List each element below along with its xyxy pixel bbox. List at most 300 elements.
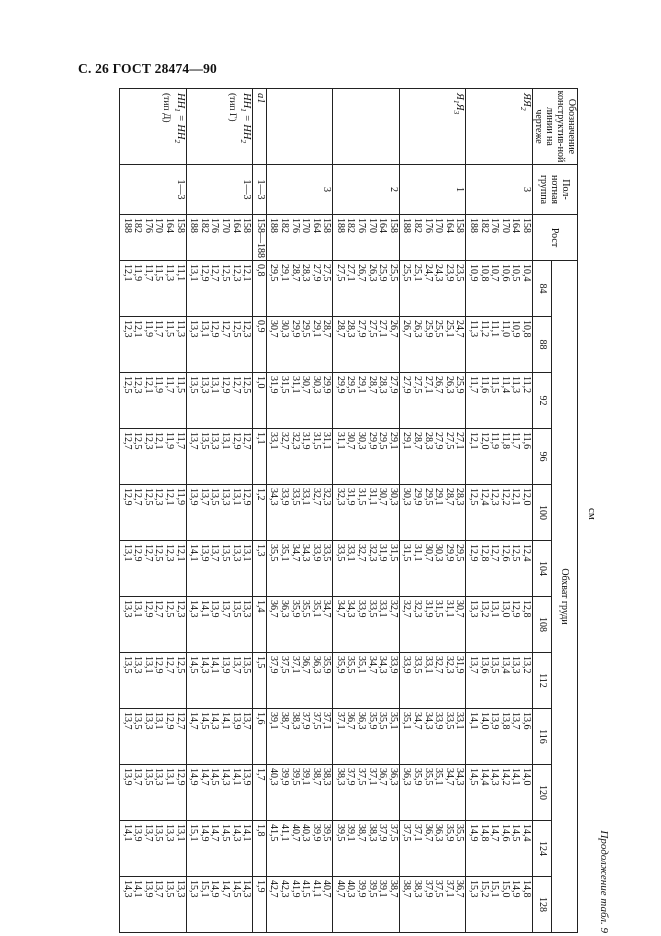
- measurement-value: 13,9: [230, 712, 242, 730]
- measurement-value: 14,3: [188, 600, 200, 618]
- designation-subscript-2: 2: [172, 139, 182, 144]
- measurement-value: 27,9: [401, 376, 413, 394]
- height-value: 188: [268, 218, 280, 233]
- measurement-value: 27,9: [356, 320, 368, 338]
- measurement-cell: [266, 485, 333, 541]
- measurement-value: 37,5: [310, 712, 322, 730]
- table-body: [120, 89, 533, 933]
- measurement-value: 14,1: [468, 712, 480, 730]
- measurement-value: 1,7: [254, 768, 266, 781]
- measurement-value: 32,7: [433, 656, 445, 674]
- measurement-value: 11,7: [164, 376, 175, 394]
- measurement-value: 12,3: [142, 432, 154, 450]
- page-header: С. 26 ГОСТ 28474—90: [78, 61, 217, 76]
- measurement-value: 41,1: [310, 880, 322, 898]
- measurement-value: 0,9: [254, 320, 266, 333]
- measurement-value: 38,3: [412, 880, 424, 898]
- measurement-value: 34,3: [422, 712, 434, 730]
- measurement-value: 13,1: [121, 544, 133, 562]
- measurement-value: 35,5: [300, 600, 312, 618]
- measurement-value: 35,5: [422, 768, 434, 786]
- designation-subscript: 1: [239, 108, 249, 112]
- measurement-value: 12,3: [241, 320, 253, 338]
- designation-tail: Я: [454, 103, 466, 111]
- measurement-cell: [253, 485, 267, 541]
- measurement-value: 10,9: [510, 320, 522, 338]
- height-value: 170: [300, 218, 312, 233]
- measurement-value: 40,3: [345, 880, 357, 898]
- measurement-value: 12,9: [468, 544, 480, 562]
- measurement-value: 30,7: [268, 320, 280, 338]
- measurement-value: 14,1: [219, 712, 231, 730]
- measurement-cell: [186, 653, 253, 709]
- height-value: 188: [188, 218, 200, 233]
- measurement-value: 35,1: [310, 600, 322, 618]
- measurement-value: 12,0: [521, 488, 532, 506]
- measurement-value: 10,8: [478, 264, 490, 282]
- measurement-value: 29,9: [443, 544, 455, 562]
- height-value: 188: [468, 218, 480, 233]
- height-value: 158—188: [254, 218, 266, 258]
- measurement-value: 28,7: [334, 320, 346, 338]
- height-value: 182: [412, 218, 424, 233]
- measurement-value: 31,9: [300, 432, 312, 450]
- measurement-value: 40,3: [300, 824, 312, 842]
- designation-cell: [466, 89, 533, 165]
- measurement-value: 14,7: [219, 880, 231, 898]
- measurement-value: 12,3: [489, 488, 501, 506]
- measurement-value: 35,9: [412, 768, 424, 786]
- measurement-value: 14,1: [132, 880, 144, 898]
- measurement-value: 35,1: [433, 768, 445, 786]
- measurement-value: 39,1: [300, 768, 312, 786]
- measurement-cell: [266, 541, 333, 597]
- measurement-value: 1,1: [254, 432, 266, 445]
- measurement-value: 15,1: [198, 880, 210, 898]
- measurement-cell: [266, 821, 333, 877]
- measurement-value: 29,9: [321, 376, 333, 394]
- measurement-value: 28,7: [443, 488, 455, 506]
- measurement-value: 36,3: [278, 600, 290, 618]
- measurement-value: 30,7: [377, 488, 389, 506]
- measurement-value: 37,1: [334, 712, 346, 730]
- measurement-value: 31,5: [278, 376, 290, 394]
- measurement-value: 12,9: [510, 600, 522, 618]
- measurement-value: 11,9: [174, 488, 186, 506]
- measurement-value: 37,9: [268, 656, 280, 674]
- measurement-value: 28,7: [321, 320, 333, 338]
- measurement-value: 12,4: [478, 488, 490, 506]
- table-row: [466, 89, 533, 933]
- measurement-value: 32,3: [412, 600, 424, 618]
- measurement-value: 13,2: [478, 600, 490, 618]
- group-cell: 1—3: [186, 165, 253, 215]
- measurement-value: 12,1: [174, 544, 186, 562]
- measurement-value: 30,3: [433, 544, 445, 562]
- height-value: 158: [321, 218, 333, 233]
- measurement-value: 13,7: [230, 656, 242, 674]
- measurement-value: 33,1: [345, 544, 357, 562]
- measurement-value: 13,9: [209, 600, 221, 618]
- measurement-value: 14,7: [209, 824, 221, 842]
- measurement-value: 32,3: [334, 488, 346, 506]
- measurement-value: 12,5: [219, 264, 231, 282]
- measurement-value: 32,3: [289, 432, 301, 450]
- measurement-value: 13,9: [241, 768, 253, 786]
- measurement-value: 36,7: [345, 712, 357, 730]
- measurement-value: 35,9: [289, 600, 301, 618]
- measurement-value: 31,1: [412, 544, 424, 562]
- height-cell: [120, 215, 187, 261]
- measurement-value: 40,7: [334, 880, 346, 898]
- measurement-value: 14,7: [188, 712, 200, 730]
- measurement-value: 11,5: [153, 264, 165, 282]
- measurement-value: 11,5: [489, 376, 501, 394]
- measurement-value: 12,7: [230, 376, 242, 394]
- measurement-value: 26,7: [433, 376, 445, 394]
- bust-value-header: 84: [533, 261, 552, 317]
- measurement-value: 31,5: [356, 488, 368, 506]
- measurement-value: 12,7: [142, 544, 154, 562]
- measurement-value: 34,7: [289, 544, 301, 562]
- table-row: [186, 89, 253, 933]
- measurement-value: 11,9: [132, 264, 144, 282]
- measurement-value: 29,1: [278, 264, 290, 282]
- measurement-cell: [253, 821, 267, 877]
- measurement-value: 11,4: [499, 376, 511, 394]
- measurement-value: 37,9: [377, 824, 389, 842]
- measurement-value: 27,5: [321, 264, 333, 282]
- measurement-value: 14,9: [188, 768, 200, 786]
- measurement-value: 37,1: [412, 824, 424, 842]
- measurement-cell: [399, 373, 466, 429]
- height-value: 164: [510, 218, 522, 233]
- measurement-value: 31,5: [387, 544, 399, 562]
- group-cell: 2: [333, 165, 400, 215]
- height-value: 176: [142, 218, 154, 233]
- measurement-value: 13,9: [142, 880, 154, 898]
- measurement-cell: [186, 429, 253, 485]
- measurement-value: 13,7: [209, 544, 221, 562]
- height-value: 176: [422, 218, 434, 233]
- bust-value-header: 88: [533, 317, 552, 373]
- bust-value-header: 116: [533, 709, 552, 765]
- designation-cell: [399, 89, 466, 165]
- measurement-value: 31,1: [366, 488, 378, 506]
- measurement-value: 11,2: [478, 320, 490, 338]
- measurement-value: 29,9: [412, 488, 424, 506]
- measurement-value: 29,5: [300, 320, 312, 338]
- measurement-value: 33,9: [310, 544, 322, 562]
- table-row: [266, 89, 333, 933]
- measurement-value: 30,3: [356, 432, 368, 450]
- measurement-value: 41,5: [268, 824, 280, 842]
- measurement-cell: [266, 653, 333, 709]
- measurement-value: 28,7: [412, 432, 424, 450]
- measurement-value: 37,5: [356, 768, 368, 786]
- measurement-value: 12,4: [521, 544, 532, 562]
- measurement-value: 12,9: [241, 488, 253, 506]
- measurement-value: 14,3: [241, 880, 253, 898]
- measurement-value: 28,3: [345, 320, 357, 338]
- measurement-cell: [466, 317, 533, 373]
- measurement-value: 12,3: [153, 488, 165, 506]
- measurement-value: 24,7: [422, 264, 434, 282]
- measurement-value: 12,7: [121, 432, 133, 450]
- measurement-value: 40,3: [268, 768, 280, 786]
- measurement-value: 38,3: [334, 768, 346, 786]
- measurement-cell: [120, 709, 187, 765]
- measurement-value: 14,6: [499, 824, 511, 842]
- group-cell: 3: [266, 165, 333, 215]
- height-value: 182: [132, 218, 144, 233]
- measurement-value: 12,5: [174, 656, 186, 674]
- measurement-value: 10,5: [510, 264, 522, 282]
- measurement-value: 33,5: [443, 712, 455, 730]
- height-value: 170: [219, 218, 231, 233]
- measurement-value: 14,3: [198, 656, 210, 674]
- measurement-value: 14,5: [468, 768, 480, 786]
- measurement-cell: [333, 821, 400, 877]
- measurement-value: 12,5: [468, 488, 480, 506]
- measurement-cell: [253, 765, 267, 821]
- measurement-value: 14,8: [478, 824, 490, 842]
- designation-header: Обозначение конструктив-ной линии на чертеже: [533, 89, 578, 165]
- measurement-value: 11,9: [489, 432, 501, 450]
- measurement-value: 25,5: [401, 264, 413, 282]
- measurement-value: 1,4: [254, 600, 266, 613]
- measurement-value: 12,9: [164, 712, 175, 730]
- measurement-value: 41,9: [289, 880, 301, 898]
- height-value: 158: [174, 218, 186, 233]
- measurement-value: 30,7: [345, 432, 357, 450]
- measurement-value: 37,5: [401, 824, 413, 842]
- measurement-value: 12,5: [153, 544, 165, 562]
- measurement-value: 31,1: [443, 600, 455, 618]
- measurement-value: 36,7: [454, 880, 466, 898]
- measurement-value: 12,5: [241, 376, 253, 394]
- measurement-cell: [333, 709, 400, 765]
- measurement-value: 24,7: [454, 320, 466, 338]
- measurement-value: 13,3: [164, 824, 175, 842]
- measurement-cell: [120, 765, 187, 821]
- measurement-cell: [266, 709, 333, 765]
- measurement-value: 13,7: [142, 824, 154, 842]
- measurement-cell: [120, 485, 187, 541]
- measurement-value: 14,4: [478, 768, 490, 786]
- measurement-value: 29,1: [387, 432, 399, 450]
- measurement-value: 34,7: [321, 600, 333, 618]
- measurement-value: 12,3: [164, 544, 175, 562]
- measurement-value: 30,3: [310, 376, 322, 394]
- measurement-value: 39,5: [321, 824, 333, 842]
- measurement-cell: [253, 429, 267, 485]
- measurement-value: 11,7: [510, 432, 522, 450]
- measurement-value: 37,9: [345, 768, 357, 786]
- designation-type: (тип Д): [160, 93, 171, 123]
- table-row: [333, 89, 400, 933]
- unit-label: см: [586, 508, 598, 520]
- measurement-value: 13,7: [468, 656, 480, 674]
- measurement-value: 12,7: [219, 320, 231, 338]
- measurement-value: 13,4: [499, 656, 511, 674]
- measurement-value: 12,9: [142, 600, 154, 618]
- group-cell: 3: [466, 165, 533, 215]
- measurement-value: 29,5: [268, 264, 280, 282]
- measurement-value: 13,1: [209, 376, 221, 394]
- measurement-cell: [399, 485, 466, 541]
- measurement-value: 14,4: [521, 824, 532, 842]
- measurement-cell: [266, 261, 333, 317]
- measurement-cell: [120, 317, 187, 373]
- designation-label: Я: [454, 93, 466, 100]
- height-value: 170: [433, 218, 445, 233]
- measurement-value: 12,9: [198, 264, 210, 282]
- measurement-value: 15,3: [468, 880, 480, 898]
- bust-value-header: 112: [533, 653, 552, 709]
- measurement-value: 13,1: [164, 768, 175, 786]
- measurement-value: 12,8: [478, 544, 490, 562]
- measurement-value: 14,5: [188, 656, 200, 674]
- measurement-cell: [466, 597, 533, 653]
- measurement-cell: [120, 373, 187, 429]
- measurement-value: 32,7: [401, 600, 413, 618]
- measurement-value: 14,9: [468, 824, 480, 842]
- measurement-value: 36,7: [268, 600, 280, 618]
- measurement-cell: [120, 877, 187, 933]
- designation-cell: [186, 89, 253, 165]
- measurement-value: 10,6: [499, 264, 511, 282]
- measurement-value: 31,5: [433, 600, 445, 618]
- measurement-value: 29,9: [366, 432, 378, 450]
- group-cell: 1: [399, 165, 466, 215]
- measurement-cell: [120, 653, 187, 709]
- measurement-cell: [266, 597, 333, 653]
- measurement-value: 27,1: [422, 376, 434, 394]
- measurement-value: 34,7: [443, 768, 455, 786]
- measurement-value: 31,9: [268, 376, 280, 394]
- measurement-value: 13,3: [219, 488, 231, 506]
- measurement-value: 34,7: [412, 712, 424, 730]
- height-value: 164: [164, 218, 175, 233]
- table-row: [120, 89, 187, 933]
- measurement-cell: [266, 373, 333, 429]
- measurement-value: 12,0: [478, 432, 490, 450]
- designation-cell: [333, 89, 400, 165]
- measurements-table: [119, 88, 578, 933]
- height-value: 176: [209, 218, 221, 233]
- designation-tail: = НН: [174, 111, 186, 140]
- measurement-value: 34,3: [268, 488, 280, 506]
- measurement-value: 34,3: [345, 600, 357, 618]
- measurement-value: 32,3: [321, 488, 333, 506]
- measurement-value: 33,1: [268, 432, 280, 450]
- measurement-value: 38,7: [278, 712, 290, 730]
- measurement-value: 11,0: [499, 320, 511, 338]
- measurement-value: 37,5: [387, 824, 399, 842]
- measurement-value: 14,9: [198, 824, 210, 842]
- measurement-value: 24,3: [433, 264, 445, 282]
- measurement-cell: [186, 373, 253, 429]
- measurement-value: 13,9: [121, 768, 133, 786]
- measurement-cell: [399, 261, 466, 317]
- measurement-value: 10,9: [468, 264, 480, 282]
- measurement-cell: [253, 373, 267, 429]
- measurement-value: 26,7: [356, 264, 368, 282]
- measurement-value: 1,6: [254, 712, 266, 725]
- height-value: 158: [387, 218, 399, 233]
- bust-value-header: 104: [533, 541, 552, 597]
- measurement-value: 36,3: [433, 824, 445, 842]
- measurement-value: 12,1: [510, 488, 522, 506]
- measurement-value: 13,3: [142, 712, 154, 730]
- measurement-value: 13,3: [230, 544, 242, 562]
- measurement-value: 12,7: [241, 432, 253, 450]
- measurement-value: 33,9: [387, 656, 399, 674]
- measurement-value: 28,7: [366, 376, 378, 394]
- measurement-cell: [186, 485, 253, 541]
- designation-subscript: 2: [518, 106, 528, 111]
- measurement-cell: [186, 709, 253, 765]
- measurement-value: 11,3: [510, 376, 522, 394]
- measurement-value: 13,9: [489, 712, 501, 730]
- measurement-value: 11,1: [489, 320, 501, 338]
- bust-header: Обхват груди: [552, 261, 578, 933]
- group-header: Пол-нотная группа: [533, 165, 578, 215]
- measurement-value: 12,7: [489, 544, 501, 562]
- measurement-value: 28,7: [289, 264, 301, 282]
- measurement-cell: [466, 261, 533, 317]
- measurement-value: 13,5: [489, 656, 501, 674]
- measurement-value: 15,1: [188, 824, 200, 842]
- measurement-value: 13,5: [198, 432, 210, 450]
- measurement-value: 14,5: [230, 880, 242, 898]
- measurement-value: 13,7: [510, 712, 522, 730]
- measurement-value: 15,1: [489, 880, 501, 898]
- continuation-note: Продолжение табл. 9: [598, 830, 610, 933]
- measurement-value: 29,1: [356, 376, 368, 394]
- measurement-value: 11,8: [499, 432, 511, 450]
- measurement-value: 12,9: [174, 768, 186, 786]
- measurement-value: 13,3: [188, 320, 200, 338]
- measurement-value: 31,1: [321, 432, 333, 450]
- measurement-value: 34,3: [454, 768, 466, 786]
- measurement-cell: [399, 541, 466, 597]
- measurement-value: 33,1: [377, 600, 389, 618]
- measurement-cell: [253, 317, 267, 373]
- measurement-value: 12,9: [132, 544, 144, 562]
- height-value: 164: [230, 218, 242, 233]
- bust-value-header: 92: [533, 373, 552, 429]
- measurement-cell: [466, 877, 533, 933]
- measurement-value: 33,1: [422, 656, 434, 674]
- measurement-value: 31,9: [422, 600, 434, 618]
- measurement-value: 13,9: [198, 544, 210, 562]
- measurement-value: 12,5: [121, 376, 133, 394]
- measurement-cell: [466, 765, 533, 821]
- measurement-value: 10,8: [521, 320, 532, 338]
- measurement-value: 13,5: [219, 544, 231, 562]
- measurement-value: 28,3: [300, 264, 312, 282]
- measurement-cell: [466, 373, 533, 429]
- measurement-cell: [266, 317, 333, 373]
- measurement-value: 30,7: [454, 600, 466, 618]
- measurement-value: 33,9: [278, 488, 290, 506]
- measurement-value: 30,7: [300, 376, 312, 394]
- measurement-cell: [399, 821, 466, 877]
- measurement-value: 41,5: [300, 880, 312, 898]
- measurement-value: 37,5: [433, 880, 445, 898]
